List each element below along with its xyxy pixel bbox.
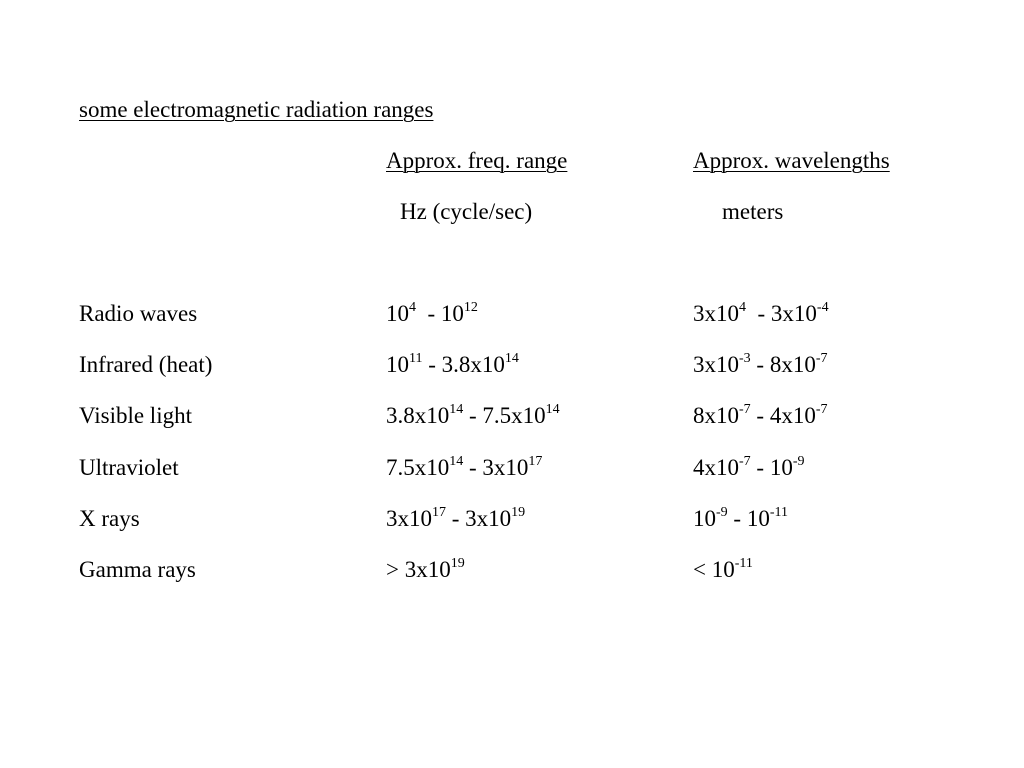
value-base: 3x10 xyxy=(465,506,512,531)
value-base: 3.8x10 xyxy=(441,352,505,377)
row-wavelength-range xyxy=(693,505,788,533)
value-base: 3.8x10 xyxy=(386,403,450,428)
value-base: 3x10 xyxy=(482,455,529,480)
row-freq-range xyxy=(386,505,525,533)
value-exponent: -7 xyxy=(815,402,828,418)
value-exponent: 4 xyxy=(409,300,416,316)
range-separator: < xyxy=(693,557,712,582)
value-exponent: -7 xyxy=(739,454,751,470)
value-exponent: -4 xyxy=(816,300,829,316)
range-separator: - xyxy=(750,403,770,428)
header-wave-unit: meters xyxy=(722,199,784,224)
range-separator: - xyxy=(750,352,770,377)
range-separator: - xyxy=(446,506,466,531)
value-exponent: -7 xyxy=(815,351,828,367)
value-base: 10 xyxy=(746,506,770,531)
range-separator: - xyxy=(463,455,483,480)
range-separator: - xyxy=(463,403,483,428)
row-name: Gamma rays xyxy=(79,557,196,582)
row-wavelength-range xyxy=(693,351,828,379)
range-separator: - xyxy=(727,506,747,531)
value-base: 7.5x10 xyxy=(386,455,450,480)
row-freq-range xyxy=(386,351,519,379)
value-base: 3x10 xyxy=(386,506,432,531)
row-freq-range xyxy=(386,300,478,328)
row-name: X rays xyxy=(79,506,140,531)
value-base: 3x10 xyxy=(404,557,451,582)
value-exponent: 14 xyxy=(449,402,464,418)
row-name: Ultraviolet xyxy=(79,455,179,480)
value-exponent: 14 xyxy=(504,351,519,367)
value-base: 3x10 xyxy=(693,301,739,326)
value-exponent: -7 xyxy=(739,402,751,418)
row-name: Visible light xyxy=(79,403,192,428)
value-base: 8x10 xyxy=(693,403,739,428)
value-exponent: 19 xyxy=(450,556,465,572)
row-name: Infrared (heat) xyxy=(79,352,213,377)
value-exponent: 19 xyxy=(511,505,526,521)
value-base: 4x10 xyxy=(769,403,816,428)
row-freq-range xyxy=(386,556,465,584)
value-exponent: 11 xyxy=(409,351,423,367)
value-base: 10 xyxy=(769,455,793,480)
value-exponent: 17 xyxy=(528,454,543,470)
range-separator: - xyxy=(422,352,442,377)
value-exponent: -9 xyxy=(716,505,728,521)
row-wavelength-range xyxy=(693,300,829,328)
value-exponent: -3 xyxy=(739,351,751,367)
value-base: 7.5x10 xyxy=(482,403,546,428)
value-base: 10 xyxy=(440,301,464,326)
row-wavelength-range xyxy=(693,402,828,430)
value-exponent: 14 xyxy=(449,454,464,470)
value-base: 10 xyxy=(386,352,409,377)
header-wave: Approx. wavelengths xyxy=(693,148,890,173)
row-name: Radio waves xyxy=(79,301,198,326)
value-base: 10 xyxy=(386,301,409,326)
value-base: 3x10 xyxy=(693,352,739,377)
header-freq: Approx. freq. range xyxy=(386,148,568,173)
value-exponent: -9 xyxy=(792,454,805,470)
row-wavelength-range xyxy=(693,454,805,482)
value-base: 3x10 xyxy=(770,301,817,326)
value-base: 10 xyxy=(693,506,716,531)
value-exponent: 17 xyxy=(432,505,446,521)
range-separator: > xyxy=(386,557,405,582)
value-exponent: -11 xyxy=(734,556,753,572)
row-wavelength-range xyxy=(693,556,753,584)
range-separator: - xyxy=(416,301,441,326)
value-base: 4x10 xyxy=(693,455,739,480)
range-separator: - xyxy=(746,301,771,326)
row-freq-range xyxy=(386,402,560,430)
value-exponent: 14 xyxy=(545,402,560,418)
value-base: 8x10 xyxy=(769,352,816,377)
value-base: 10 xyxy=(711,557,735,582)
header-freq-unit: Hz (cycle/sec) xyxy=(400,199,533,224)
value-exponent: -11 xyxy=(769,505,788,521)
range-separator: - xyxy=(750,455,770,480)
value-exponent: 4 xyxy=(739,300,746,316)
row-freq-range xyxy=(386,454,542,482)
slide-title: some electromagnetic radiation ranges xyxy=(79,97,434,122)
value-exponent: 12 xyxy=(463,300,478,316)
